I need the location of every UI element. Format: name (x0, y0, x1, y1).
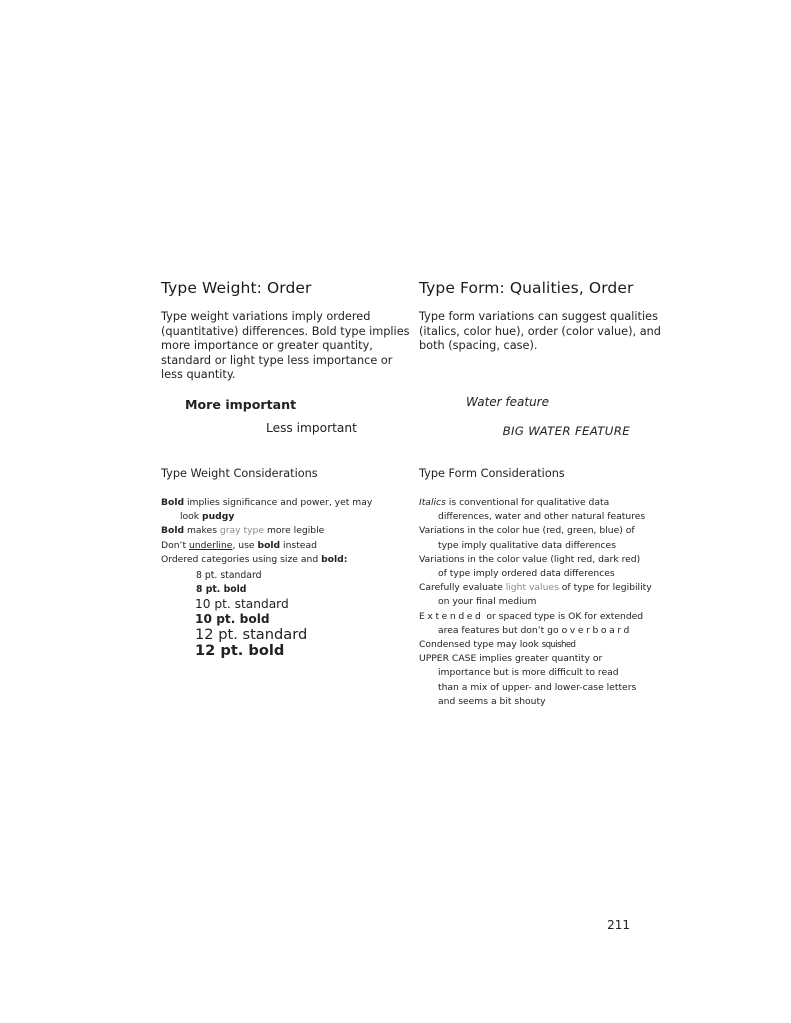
list-item-continuation: look pudgy (180, 511, 235, 523)
list-item-continuation: importance but is more difficult to read (438, 667, 619, 679)
left-intro (161, 310, 410, 383)
size-12pt-bold: 12 pt. bold (195, 642, 285, 659)
list-item: Italics is conventional for qualitative data (419, 497, 610, 508)
left-intro-line: more importance or greater quantity, (161, 339, 373, 353)
right-intro-line: both (spacing, case). (419, 339, 538, 353)
size-12pt-standard: 12 pt. standard (195, 626, 308, 643)
list-item-continuation: differences, water and other natural features (438, 511, 646, 523)
list-item: Extended or spaced type is OK for extended (419, 610, 644, 622)
right-intro-line: Type form variations can suggest qualities (419, 310, 658, 323)
right-intro-line: (italics, color hue), order (color value), and (419, 324, 661, 338)
left-heading: Type Weight: Order (161, 279, 312, 297)
list-item: UPPER CASE implies greater quantity or (419, 653, 603, 665)
size-10pt-standard: 10 pt. standard (195, 597, 289, 611)
list-item-continuation: of type imply ordered data differences (438, 568, 615, 580)
right-considerations-list (419, 496, 652, 709)
list-item: Ordered categories using size and bold: (161, 553, 348, 565)
right-heading: Type Form: Qualities, Order (419, 279, 634, 297)
right-intro (419, 310, 661, 354)
list-item-continuation: on your final medium (438, 596, 537, 608)
list-item: Variations in the color value (light red, dark red) (419, 553, 641, 565)
left-intro-line: less quantity. (161, 368, 236, 382)
left-intro-line: Type weight variations imply ordered (161, 310, 371, 323)
right-considerations-title: Type Form Considerations (419, 467, 565, 480)
page-number: 211 (607, 918, 630, 932)
left-considerations-title: Type Weight Considerations (161, 467, 318, 480)
list-item: Bold makes gray type more legible (161, 525, 325, 537)
list-item: Condensed type may look squished (419, 639, 576, 651)
list-item-continuation: than a mix of upper- and lower-case letters (438, 681, 637, 693)
example-more-important: More important (185, 397, 297, 412)
size-8pt-standard: 8 pt. standard (196, 570, 262, 581)
list-item: Carefully evaluate light values of type for legibility (419, 582, 652, 594)
example-big-water-feature: BIG WATER FEATURE (502, 424, 630, 438)
size-10pt-bold: 10 pt. bold (195, 612, 270, 626)
list-item-continuation: and seems a bit shouty (438, 695, 546, 707)
left-considerations-list (161, 496, 372, 567)
left-intro-line: (quantitative) differences. Bold type implies (161, 324, 410, 338)
list-item: Don’t underline, use bold instead (161, 539, 317, 551)
list-item: Bold implies significance and power, yet may (161, 497, 373, 508)
list-item-continuation: area features but don’t go overboard (438, 624, 632, 636)
list-item: Variations in the color hue (red, green, blue) of (419, 525, 635, 537)
list-item-continuation: type imply qualitative data differences (438, 539, 616, 551)
example-water-feature: Water feature (466, 395, 549, 409)
example-less-important: Less important (266, 421, 357, 435)
left-intro-line: standard or light type less importance or (161, 353, 393, 367)
size-8pt-bold: 8 pt. bold (196, 584, 247, 595)
